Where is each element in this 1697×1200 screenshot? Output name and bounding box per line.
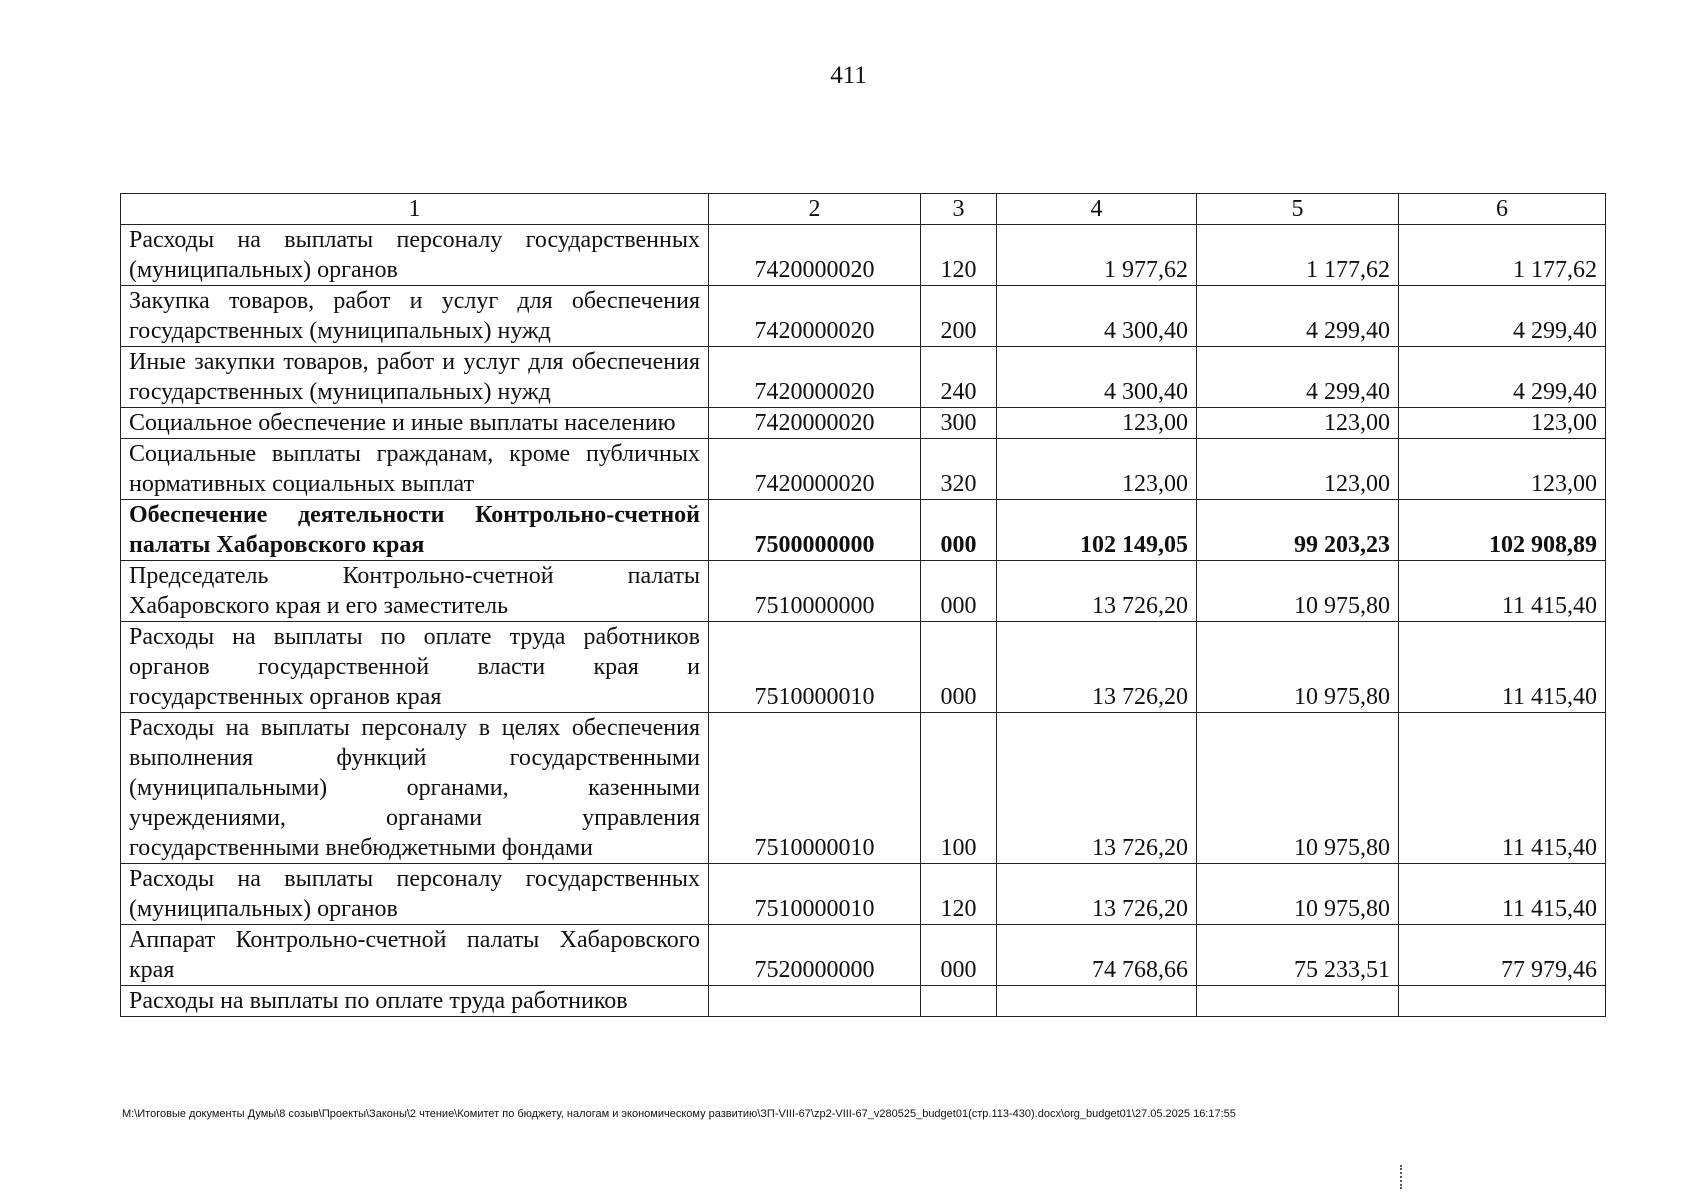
row-amount-col4: 102 149,05	[997, 500, 1197, 561]
row-amount-col6: 11 415,40	[1399, 561, 1606, 622]
column-header: 4	[997, 194, 1197, 225]
row-expense-type: 120	[921, 864, 997, 925]
row-description: Председатель Контрольно-счетной палаты Хабаровского края и его заместитель	[121, 561, 709, 622]
row-expense-type: 000	[921, 561, 997, 622]
table-row	[121, 986, 1606, 1017]
row-amount-col5: 4 299,40	[1197, 347, 1399, 408]
row-target-code: 7510000010	[709, 713, 921, 864]
table-row	[121, 622, 1606, 713]
row-amount-col4: 1 977,62	[997, 225, 1197, 286]
row-amount-col4: 123,00	[997, 408, 1197, 439]
row-amount-col4: 13 726,20	[997, 713, 1197, 864]
row-expense-type: 100	[921, 713, 997, 864]
row-amount-col5: 10 975,80	[1197, 713, 1399, 864]
margin-mark	[1400, 1165, 1404, 1189]
document-file-path: M:\Итоговые документы Думы\8 созыв\Проекты\Законы\2 чтение\Комитет по бюджету, налогам и экономическому развитию\ЗП-VIII-67\zp2-VIII-67_v280525_budget01(стр.113-430).docx\org_budget01\27.05.2025 16:17:55	[122, 1108, 1236, 1120]
row-amount-col5: 10 975,80	[1197, 622, 1399, 713]
row-amount-col6: 11 415,40	[1399, 622, 1606, 713]
row-description: Иные закупки товаров, работ и услуг для обеспечения государственных (муниципальных) нужд	[121, 347, 709, 408]
table-row	[121, 347, 1606, 408]
row-amount-col5	[1197, 986, 1399, 1017]
row-target-code: 7420000020	[709, 439, 921, 500]
table-row	[121, 500, 1606, 561]
row-target-code: 7420000020	[709, 408, 921, 439]
table-row	[121, 225, 1606, 286]
table-header-row	[121, 194, 1606, 225]
row-amount-col5: 1 177,62	[1197, 225, 1399, 286]
row-amount-col5: 99 203,23	[1197, 500, 1399, 561]
column-header: 3	[921, 194, 997, 225]
row-description: Социальные выплаты гражданам, кроме публичных нормативных социальных выплат	[121, 439, 709, 500]
row-target-code: 7520000000	[709, 925, 921, 986]
row-amount-col4: 13 726,20	[997, 561, 1197, 622]
page-number: 411	[830, 62, 867, 89]
row-expense-type: 120	[921, 225, 997, 286]
row-amount-col4: 13 726,20	[997, 622, 1197, 713]
row-description: Расходы на выплаты персоналу государственных (муниципальных) органов	[121, 225, 709, 286]
row-target-code	[709, 986, 921, 1017]
row-amount-col6: 123,00	[1399, 439, 1606, 500]
row-amount-col4: 74 768,66	[997, 925, 1197, 986]
column-header: 1	[121, 194, 709, 225]
row-expense-type: 000	[921, 500, 997, 561]
row-target-code: 7510000000	[709, 561, 921, 622]
row-amount-col6: 1 177,62	[1399, 225, 1606, 286]
row-description: Расходы на выплаты персоналу в целях обеспечения выполнения функций государственными (муниципальными) органами, казенными учреждениями, органами управления государственными внебюджетными фондами	[121, 713, 709, 864]
row-expense-type: 200	[921, 286, 997, 347]
budget-table	[120, 193, 1606, 1017]
table-row	[121, 439, 1606, 500]
row-amount-col6: 11 415,40	[1399, 713, 1606, 864]
row-target-code: 7500000000	[709, 500, 921, 561]
row-amount-col6: 102 908,89	[1399, 500, 1606, 561]
table-row	[121, 561, 1606, 622]
row-amount-col4: 4 300,40	[997, 286, 1197, 347]
table-row	[121, 286, 1606, 347]
row-expense-type: 300	[921, 408, 997, 439]
row-amount-col6: 123,00	[1399, 408, 1606, 439]
row-amount-col6	[1399, 986, 1606, 1017]
row-amount-col6: 4 299,40	[1399, 286, 1606, 347]
row-target-code: 7510000010	[709, 622, 921, 713]
table-row	[121, 713, 1606, 864]
row-amount-col4: 4 300,40	[997, 347, 1197, 408]
table-row	[121, 925, 1606, 986]
row-amount-col5: 75 233,51	[1197, 925, 1399, 986]
column-header: 2	[709, 194, 921, 225]
row-target-code: 7420000020	[709, 347, 921, 408]
table-row	[121, 864, 1606, 925]
row-description: Закупка товаров, работ и услуг для обеспечения государственных (муниципальных) нужд	[121, 286, 709, 347]
row-amount-col6: 4 299,40	[1399, 347, 1606, 408]
row-description: Аппарат Контрольно-счетной палаты Хабаровского края	[121, 925, 709, 986]
row-description: Обеспечение деятельности Контрольно-счетной палаты Хабаровского края	[121, 500, 709, 561]
row-target-code: 7420000020	[709, 225, 921, 286]
table-row	[121, 408, 1606, 439]
row-amount-col4: 123,00	[997, 439, 1197, 500]
row-amount-col5: 123,00	[1197, 439, 1399, 500]
row-description: Социальное обеспечение и иные выплаты населению	[121, 408, 709, 439]
row-amount-col4	[997, 986, 1197, 1017]
row-amount-col6: 11 415,40	[1399, 864, 1606, 925]
row-target-code: 7510000010	[709, 864, 921, 925]
row-amount-col4: 13 726,20	[997, 864, 1197, 925]
row-description: Расходы на выплаты по оплате труда работников	[121, 986, 709, 1017]
row-amount-col5: 10 975,80	[1197, 561, 1399, 622]
row-amount-col5: 10 975,80	[1197, 864, 1399, 925]
row-amount-col5: 4 299,40	[1197, 286, 1399, 347]
column-header: 6	[1399, 194, 1606, 225]
row-expense-type	[921, 986, 997, 1017]
row-amount-col5: 123,00	[1197, 408, 1399, 439]
row-expense-type: 320	[921, 439, 997, 500]
row-amount-col6: 77 979,46	[1399, 925, 1606, 986]
row-description: Расходы на выплаты по оплате труда работников органов государственной власти края и государственных органов края	[121, 622, 709, 713]
row-target-code: 7420000020	[709, 286, 921, 347]
row-expense-type: 000	[921, 925, 997, 986]
row-description: Расходы на выплаты персоналу государственных (муниципальных) органов	[121, 864, 709, 925]
row-expense-type: 240	[921, 347, 997, 408]
row-expense-type: 000	[921, 622, 997, 713]
column-header: 5	[1197, 194, 1399, 225]
